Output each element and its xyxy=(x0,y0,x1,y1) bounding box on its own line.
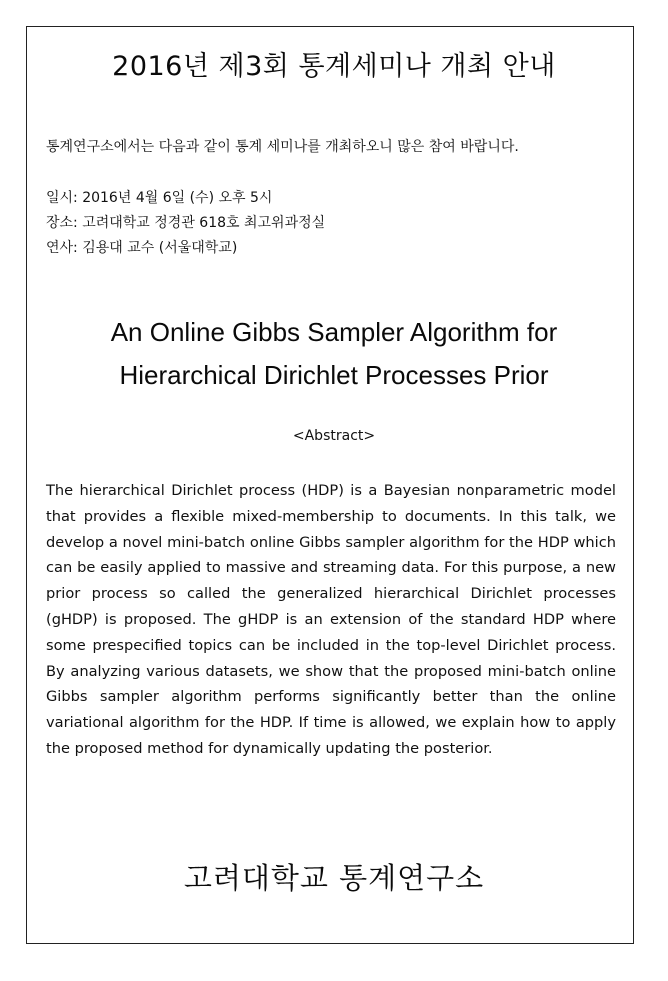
abstract-body: The hierarchical Dirichlet process (HDP) is a Bayesian nonparametric model that provides a flexible mixed-membership to documents. In this talk, we develop a novel mini-batch online Gibbs sampler algorithm for the HDP which can be easily applied to massive and streaming data. For this purpose, a new prior process so called the generalized hierarchical Dirichlet processes (gHDP) is proposed. The gHDP is an extension of the standard HDP where some prespecified topics can be included in the top-level Dirichlet process. By analyzing various datasets, we show that the proposed mini-batch online Gibbs sampler algorithm performs significantly better than the online variational algorithm for the HDP. If time is allowed, we explain how to apply the proposed method for dynamically updating the posterior. xyxy=(46,482,616,757)
abstract-heading: <Abstract> xyxy=(292,428,376,444)
talk-title-line-1: An Online Gibbs Sampler Algorithm for xyxy=(110,317,558,347)
talk-title-line-2: Hierarchical Dirichlet Processes Prior xyxy=(119,360,549,390)
intro-text: 통계연구소에서는 다음과 같이 통계 세미나를 개최하오니 많은 참여 바랍니다. xyxy=(46,139,519,155)
notice-title: 2016년 제3회 통계세미나 개최 안내 xyxy=(112,51,556,82)
detail-speaker: 연사: 김용대 교수 (서울대학교) xyxy=(46,240,238,256)
seminar-details xyxy=(46,186,325,261)
detail-location: 장소: 고려대학교 정경관 618호 최고위과정실 xyxy=(46,215,326,231)
detail-datetime: 일시: 2016년 4월 6일 (수) 오후 5시 xyxy=(46,190,273,206)
organizer-name: 고려대학교 통계연구소 xyxy=(183,861,485,895)
talk-title xyxy=(0,311,668,397)
